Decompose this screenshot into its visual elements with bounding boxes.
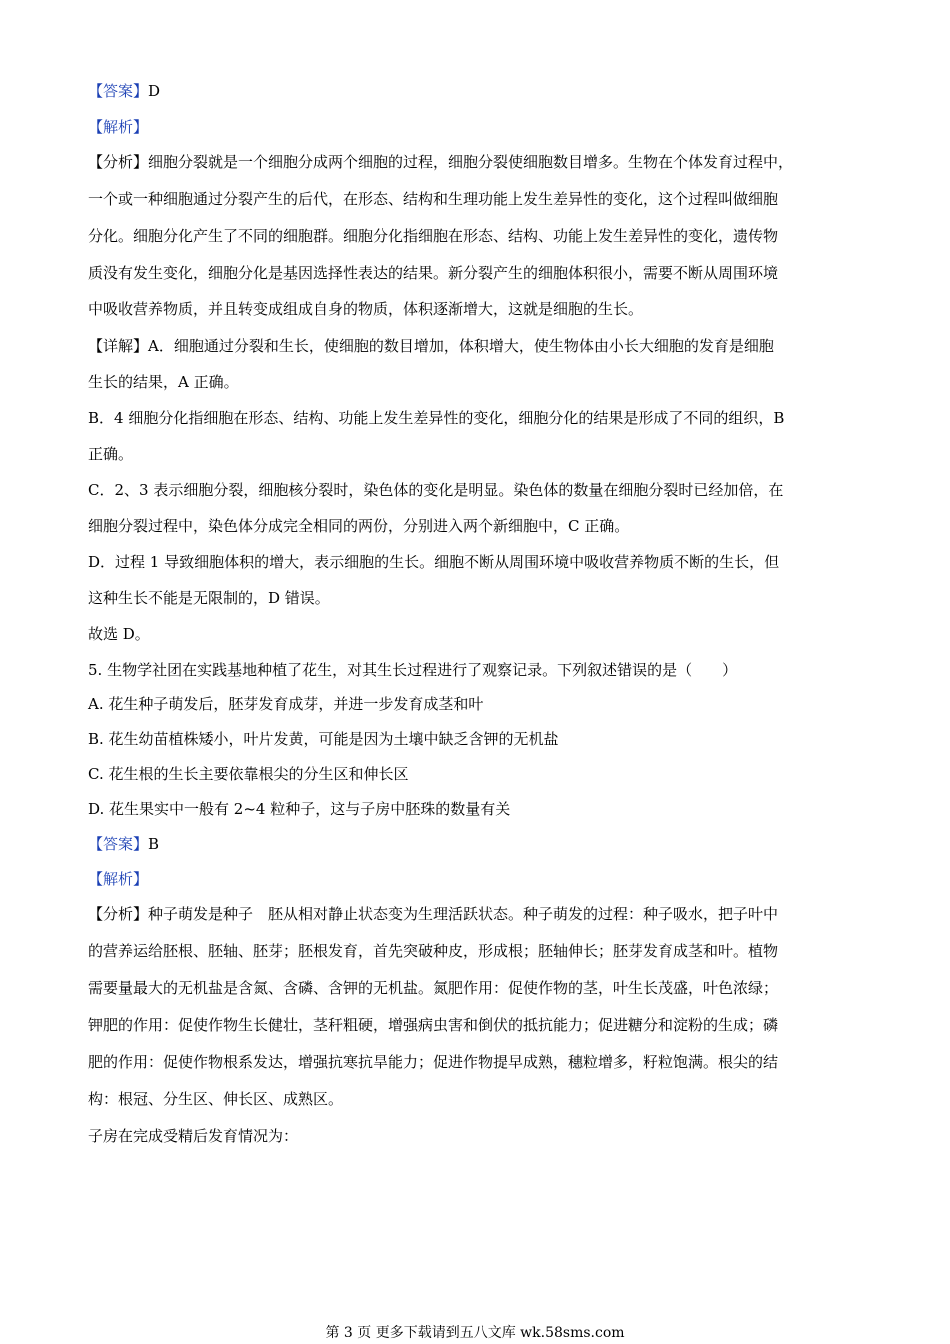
analysis-heading <box>88 117 148 137</box>
paragraph-line: 中吸收营养物质，并且转变成组成自身的物质，体积逐渐增大，这就是细胞的生长。 <box>88 300 644 318</box>
paragraph-line: 故选 D。 <box>88 625 150 643</box>
xiangjie-tag: 【详解】 <box>88 337 149 355</box>
paragraph-line: 正确。 <box>88 445 134 463</box>
paragraph-line: 【分析】细胞分裂就是一个细胞分成两个细胞的过程，细胞分裂使细胞数目增多。生物在个体发育过程中， <box>88 153 794 171</box>
paragraph-line: 肥的作用：促使作物根系发达，增强抗寒抗旱能力；促进作物提早成熟，穗粒增多，籽粒饱满。根尖的结 <box>88 1053 779 1071</box>
paragraph-line: 子房在完成受精后发育情况为： <box>88 1127 299 1145</box>
paragraph-line: 质没有发生变化，细胞分化是基因选择性表达的结果。新分裂产生的细胞体积很小，需要不断从周围环境 <box>88 264 779 282</box>
paragraph-line: 需要量最大的无机盐是含氮、含磷、含钾的无机盐。氮肥作用：促使作物的茎，叶生长茂盛，叶色浓绿； <box>88 979 779 997</box>
question-option: D. 花生果实中一般有 2~4 粒种子，这与子房中胚珠的数量有关 <box>88 800 511 818</box>
page-footer: 第 3 页 更多下载请到五八文库 wk.58sms.com <box>325 1325 625 1341</box>
analysis-tag: 【解析】 <box>88 118 149 136</box>
paragraph-line: 钾肥的作用：促使作物生长健壮，茎秆粗硬，增强病虫害和倒伏的抵抗能力；促进糖分和淀粉的生成；磷 <box>88 1016 779 1034</box>
paragraph-line: 细胞分裂过程中，染色体分成完全相同的两份，分别进入两个新细胞中，C 正确。 <box>88 517 630 535</box>
paragraph-line: 的营养运给胚根、胚轴、胚芽；胚根发育，首先突破种皮，形成根；胚轴伸长；胚芽发育成茎和叶。植物 <box>88 942 779 960</box>
paragraph-line: 【分析】种子萌发是种子 胚从相对静止状态变为生理活跃状态。种子萌发的过程：种子吸水，把子叶中 <box>88 905 779 923</box>
answer-value: B <box>148 835 160 853</box>
paragraph-line: 生长的结果，A 正确。 <box>88 373 239 391</box>
answer-tag: 【答案】 <box>88 82 149 100</box>
question-stem: 5. 生物学社团在实践基地种植了花生，对其生长过程进行了观察记录。下列叙述错误的是（ ） <box>88 661 738 679</box>
analysis-tag: 【解析】 <box>88 870 149 888</box>
answer-line <box>88 834 159 854</box>
question-option: B. 花生幼苗植株矮小，叶片发黄，可能是因为土壤中缺乏含钾的无机盐 <box>88 730 559 748</box>
paragraph-line: 【详解】A．细胞通过分裂和生长，使细胞的数目增加，体积增大，使生物体由小长大细胞的发育是细胞 <box>88 337 774 355</box>
fenxi-tag: 【分析】 <box>88 905 149 923</box>
analysis-heading <box>88 869 148 889</box>
paragraph-line: D．过程 1 导致细胞体积的增大，表示细胞的生长。细胞不断从周围环境中吸收营养物质不断的生长，但 <box>88 553 780 571</box>
paragraph-line: 构：根冠、分生区、伸长区、成熟区。 <box>88 1090 344 1108</box>
answer-line <box>88 81 160 101</box>
answer-tag: 【答案】 <box>88 835 149 853</box>
answer-value: D <box>148 82 161 100</box>
question-option: A. 花生种子萌发后，胚芽发育成芽，并进一步发育成茎和叶 <box>88 695 484 713</box>
paragraph-line: B．4 细胞分化指细胞在形态、结构、功能上发生差异性的变化，细胞分化的结果是形成了不同的组织，B <box>88 409 785 427</box>
paragraph-line: 分化。细胞分化产生了不同的细胞群。细胞分化指细胞在形态、结构、功能上发生差异性的变化，遗传物 <box>88 227 779 245</box>
paragraph-line: 这种生长不能是无限制的，D 错误。 <box>88 589 330 607</box>
fenxi-tag: 【分析】 <box>88 153 149 171</box>
question-option: C. 花生根的生长主要依靠根尖的分生区和伸长区 <box>88 765 409 783</box>
paragraph-line: 一个或一种细胞通过分裂产生的后代，在形态、结构和生理功能上发生差异性的变化，这个过程叫做细胞 <box>88 190 779 208</box>
paragraph-line: C．2、3 表示细胞分裂，细胞核分裂时，染色体的变化是明显。染色体的数量在细胞分裂时已经加倍，在 <box>88 481 784 499</box>
